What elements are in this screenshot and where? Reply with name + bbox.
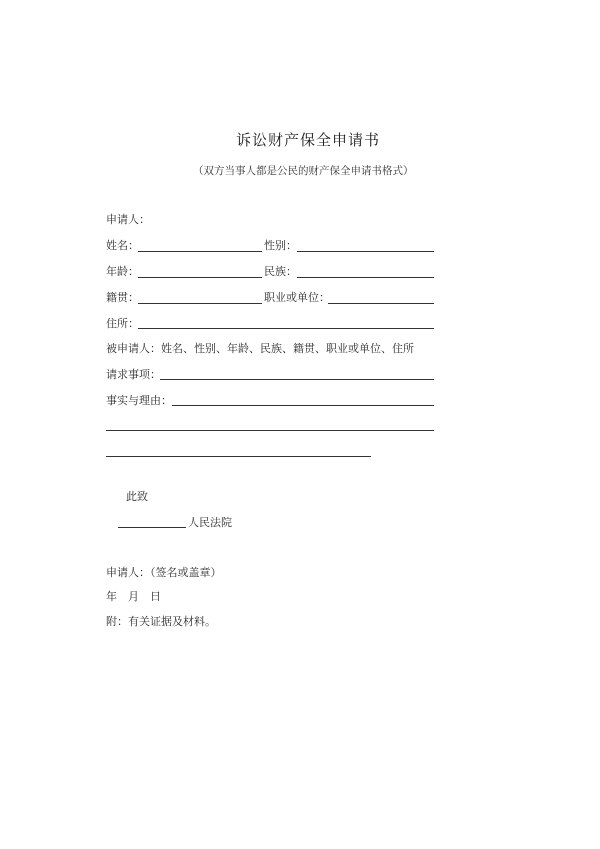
facts-field-line-2[interactable] [106, 430, 434, 431]
document-title: 诉讼财产保全申请书 [236, 131, 381, 149]
ethnicity-field[interactable] [297, 277, 434, 278]
facts-field-line-3[interactable] [106, 456, 371, 457]
native-place-label: 籍贯： [106, 291, 139, 304]
address-label: 住所： [106, 317, 139, 330]
address-field[interactable] [138, 328, 434, 329]
name-field[interactable] [138, 251, 262, 252]
request-field[interactable] [160, 379, 434, 380]
age-field[interactable] [138, 277, 262, 278]
gender-field[interactable] [297, 251, 434, 252]
facts-field-line-1[interactable] [172, 405, 434, 406]
court-suffix: 人民法院 [188, 516, 232, 529]
name-label: 姓名： [106, 239, 139, 252]
gender-label: 性别： [264, 239, 297, 252]
salutation: 此致 [126, 490, 148, 503]
occupation-field[interactable] [328, 303, 434, 304]
age-label: 年龄： [106, 265, 139, 278]
respondent-label: 被申请人：姓名、性别、年龄、民族、籍贯、职业或单位、住所 [106, 342, 414, 355]
signature-label: 申请人：（签名或盖章） [106, 566, 222, 579]
court-name-field[interactable] [118, 527, 186, 528]
document-subtitle: （双方当事人都是公民的财产保全申请书格式） [193, 165, 414, 177]
native-place-field[interactable] [138, 303, 262, 304]
occupation-label: 职业或单位： [264, 291, 330, 304]
applicant-heading: 申请人： [106, 213, 150, 226]
facts-label: 事实与理由： [106, 394, 172, 407]
ethnicity-label: 民族： [264, 265, 297, 278]
signature-date: 年 月 日 [106, 590, 161, 603]
attachment-note: 附：有关证据及材料。 [106, 615, 216, 628]
request-label: 请求事项： [106, 368, 161, 381]
